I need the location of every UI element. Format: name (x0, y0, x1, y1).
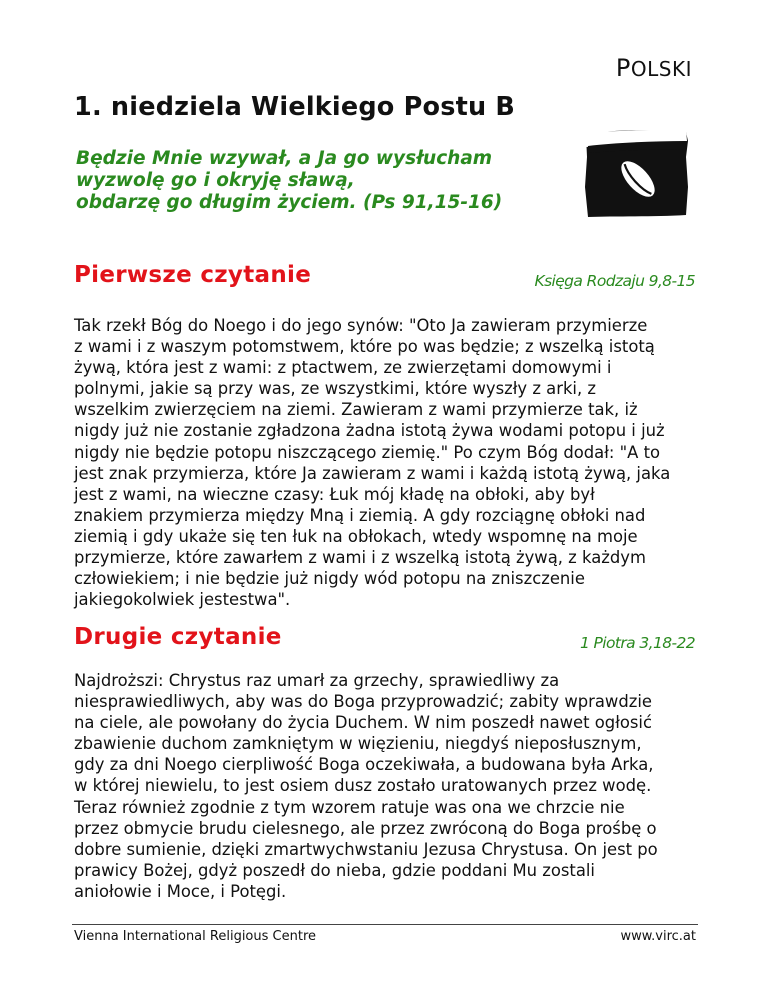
second-reading-heading: Drugie czytanie (74, 624, 282, 650)
antiphon-line: obdarzę go długim życiem. (Ps 91,15-16) (76, 192, 503, 213)
reading-line: gdy za dni Noego cierpliwość Boga oczekiwała, a budowana była Arka, (74, 755, 654, 775)
reading-line: niesprawiedliwych, aby was do Boga przyprowadzić; zabity wprawdzie (74, 692, 652, 712)
reading-line: jest znak przymierza, które Ja zawieram z wami i każdą istotą żywą, jaka (74, 463, 671, 483)
page-title: 1. niedziela Wielkiego Postu B (74, 92, 516, 122)
reading-line: człowiekiem; i nie będzie już nigdy wód potopu na zniszczenie (74, 569, 585, 589)
reading-line: wszelkim zwierzęciem na ziemi. Zawieram z wami przymierze tak, iż (74, 400, 638, 420)
first-reading-reference: Księga Rodzaju 9,8-15 (534, 272, 695, 290)
footer-organization: Vienna International Religious Centre (74, 929, 316, 944)
reading-line: przez obmycie brudu cielesnego, ale przez zwróconą do Boga prośbę o (74, 818, 657, 838)
reading-line: jakiegokolwiek jestestwa". (74, 590, 291, 610)
reading-line: na ciele, ale powołany do życia Duchem. W nim poszedł nawet ogłosić (74, 713, 653, 733)
reading-line: dobre sumienie, dzięki zmartwychwstaniu Jezusa Chrystusa. On jest po (74, 839, 658, 859)
language-label (616, 54, 692, 82)
second-reading-reference: 1 Piotra 3,18-22 (579, 634, 695, 652)
first-reading-text (74, 315, 714, 610)
reading-line: z wami i z waszym potomstwem, które po was będzie; z wszelką istotą (74, 337, 655, 357)
language-label-rest: OLSKI (630, 57, 692, 81)
reading-line: znakiem przymierza między Mną i ziemią. A gdy rozciągnę obłoki nad (74, 505, 646, 525)
antiphon-line: wyzwolę go i okryję sławą, (76, 170, 355, 191)
reading-line: nigdy nie będzie potopu niszczącego ziemię." Po czym Bóg dodał: "A to (74, 442, 661, 462)
reading-line: Najdroższi: Chrystus raz umarł za grzechy, sprawiedliwy za (74, 671, 560, 690)
second-reading-text (74, 670, 714, 902)
reading-line: zbawienie duchom zamkniętym w więzieniu, niegdyś nieposłusznym, (74, 734, 642, 754)
footer-divider (72, 924, 698, 925)
footer-website[interactable]: www.virc.at (620, 929, 696, 944)
reading-line: żywą, która jest z wami: z ptactwem, ze zwierzętami domowymi i (74, 358, 612, 378)
language-label-cap: P (615, 54, 631, 82)
reading-line: Tak rzekł Bóg do Noego i do jego synów: "Oto Ja zawieram przymierze (74, 316, 648, 335)
reading-line: nigdy już nie zostanie zgładzona żadna istotą żywa wodami potopu i już (74, 421, 665, 441)
reading-line: prawicy Bożej, gdyż poszedł do nieba, gdzie poddani Mu zostali (74, 860, 595, 880)
reading-line: w której niewielu, to jest osiem dusz zostało uratowanych przez wodę. (74, 776, 652, 796)
reading-line: jest z wami, na wieczne czasy: Łuk mój kładę na obłoki, aby był (74, 484, 595, 504)
reading-line: przymierze, które zawarłem z wami i z wszelką istotą żywą, z każdym (74, 548, 646, 568)
first-reading-heading: Pierwsze czytanie (74, 262, 312, 288)
reading-line: ziemią i gdy ukaże się ten łuk na obłokach, wtedy wspomnę na moje (74, 526, 638, 546)
reading-line: polnymi, jakie są przy was, ze wszystkimi, które wyszły z arki, z (74, 379, 597, 399)
reading-line: aniołowie i Moce, i Potęgi. (74, 881, 287, 901)
reading-line: Teraz również zgodnie z tym wzorem ratuje was ona we chrzcie nie (74, 797, 625, 817)
seed-in-box-icon (582, 127, 690, 219)
antiphon (76, 148, 502, 214)
antiphon-line: Będzie Mnie wzywał, a Ja go wysłucham (76, 148, 493, 169)
